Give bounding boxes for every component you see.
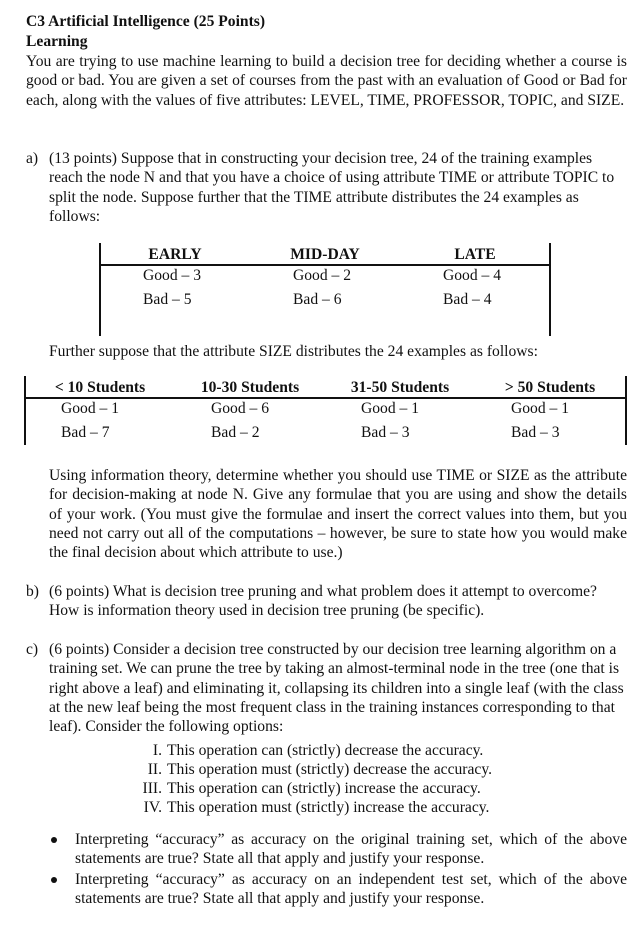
option-text: This operation must (strictly) increase the accuracy.: [167, 799, 490, 816]
part-a-question: Using information theory, determine whether you should use TIME or SIZE as the attribute for decision-making at node N. Give any formulae that you are using and show the details of your work. (You must give the formulae and insert the correct values into them, but you need not carry out all of the computations – however, be sure to state how you would make the final decision about which attribute to use.): [49, 467, 627, 562]
option-number: I.: [152, 742, 162, 759]
bullet-training-set: Interpreting “accuracy” as accuracy on the original training set, which of the above statements are true? State all that apply and justify your response.: [75, 831, 627, 868]
bullet-test-set: Interpreting “accuracy” as accuracy on an independent test set, which of the above statements are true? State all that apply and justify your response.: [75, 871, 627, 908]
time-bad-midday: Bad – 6: [293, 291, 342, 309]
size-header-31-50: 31-50 Students: [350, 378, 450, 396]
option-text: This operation can (strictly) increase the accuracy.: [167, 780, 481, 797]
time-header-midday: MID-DAY: [290, 245, 360, 263]
option-item: [130, 741, 550, 760]
section-title: C3 Artificial Intelligence (25 Points): [26, 13, 266, 30]
option-item: [130, 779, 550, 798]
option-item: [130, 760, 550, 779]
part-b-text: (6 points) What is decision tree pruning and what problem does it attempt to overcome? How is information theory used in decision tree pruning (be specific).: [49, 583, 597, 620]
option-text: This operation must (strictly) decrease the accuracy.: [167, 761, 493, 778]
option-item: [130, 798, 550, 817]
options-list: [130, 741, 550, 817]
bullet-icon: [51, 877, 57, 883]
part-a-text: (13 points) Suppose that in constructing your decision tree, 24 of the training examples reach the node N and that you have a choice of using attribute TIME or attribute TOPIC to split the node. Suppose further that the TIME attribute distributes the 24 examples as follows:: [49, 150, 615, 225]
size-bad-10-30: Bad – 2: [211, 424, 260, 442]
size-good-over-50: Good – 1: [511, 400, 570, 418]
size-header-10-30: 10-30 Students: [200, 378, 300, 396]
section-subtitle: Learning: [26, 33, 88, 50]
size-distribution-table: [25, 375, 625, 445]
option-number: III.: [142, 780, 162, 797]
size-good-10-30: Good – 6: [211, 400, 270, 418]
option-number: IV.: [143, 799, 162, 816]
part-b-marker: b): [26, 583, 39, 600]
time-bad-late: Bad – 4: [443, 291, 492, 309]
time-distribution-table: [100, 242, 550, 312]
size-header-under-10: < 10 Students: [54, 378, 146, 396]
size-bad-31-50: Bad – 3: [361, 424, 410, 442]
size-good-31-50: Good – 1: [361, 400, 420, 418]
time-good-late: Good – 4: [443, 267, 502, 285]
time-good-early: Good – 3: [143, 267, 202, 285]
part-c-text: (6 points) Consider a decision tree constructed by our decision tree learning algorithm on a training set. We can prune the tree by taking an almost-terminal node in the tree (one that is right above a leaf) and eliminating it, collapsing its children into a single leaf (with the class at the new leaf being the most frequent class in the training instances corresponding to that leaf). Consider the following options:: [49, 641, 624, 736]
size-header-over-50: > 50 Students: [504, 378, 596, 396]
size-bad-under-10: Bad – 7: [61, 424, 110, 442]
size-bad-over-50: Bad – 3: [511, 424, 560, 442]
size-intro-text: Further suppose that the attribute SIZE distributes the 24 examples as follows:: [49, 343, 538, 360]
time-good-midday: Good – 2: [293, 267, 352, 285]
bullet-icon: [51, 837, 57, 843]
option-text: This operation can (strictly) decrease the accuracy.: [167, 742, 484, 759]
time-header-late: LATE: [454, 245, 496, 263]
part-a-marker: a): [26, 150, 39, 167]
time-bad-early: Bad – 5: [143, 291, 192, 309]
size-table-right-border: [625, 376, 627, 445]
part-c-marker: c): [26, 641, 39, 658]
time-header-early: EARLY: [148, 245, 202, 263]
intro-paragraph: You are trying to use machine learning to build a decision tree for deciding whether a course is good or bad. You are given a set of courses from the past with an evaluation of Good or Bad for each, along with the values of five attributes: LEVEL, TIME, PROFESSOR, TOPIC, and SIZE.: [26, 53, 627, 109]
size-good-under-10: Good – 1: [61, 400, 120, 418]
option-number: II.: [147, 761, 162, 778]
